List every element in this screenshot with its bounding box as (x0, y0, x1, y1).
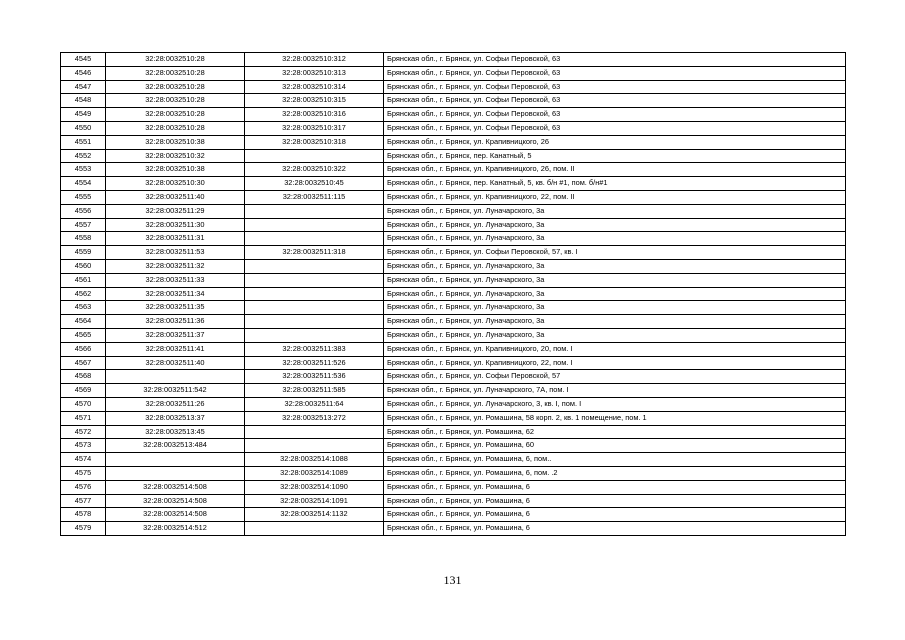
parent-cadastral-number-cell: 32:28:0032511:32 (106, 259, 245, 273)
table-row (61, 494, 846, 508)
parent-cadastral-number-cell: 32:28:0032510:28 (106, 121, 245, 135)
row-number-cell: 4549 (61, 108, 106, 122)
row-number-cell: 4571 (61, 411, 106, 425)
address-cell: Брянская обл., г. Брянск, ул. Луначарского, 3а (384, 204, 846, 218)
row-number-cell: 4551 (61, 135, 106, 149)
table-row (61, 80, 846, 94)
table-row (61, 204, 846, 218)
address-cell: Брянская обл., г. Брянск, пер. Канатный, 5 (384, 149, 846, 163)
address-cell: Брянская обл., г. Брянск, ул. Крапивницкого, 22, пом. I (384, 356, 846, 370)
row-number-cell: 4548 (61, 94, 106, 108)
table-row (61, 342, 846, 356)
row-number-cell: 4562 (61, 287, 106, 301)
address-cell: Брянская обл., г. Брянск, ул. Крапивницкого, 26 (384, 135, 846, 149)
cadastral-number-cell: 32:28:0032513:272 (245, 411, 384, 425)
address-cell: Брянская обл., г. Брянск, ул. Софьи Перовской, 63 (384, 80, 846, 94)
parent-cadastral-number-cell: 32:28:0032511:26 (106, 397, 245, 411)
row-number-cell: 4579 (61, 522, 106, 536)
row-number-cell: 4569 (61, 384, 106, 398)
table-row (61, 508, 846, 522)
cadastral-number-cell (245, 301, 384, 315)
row-number-cell: 4545 (61, 53, 106, 67)
cadastral-number-cell (245, 218, 384, 232)
address-cell: Брянская обл., г. Брянск, ул. Луначарского, 3а (384, 328, 846, 342)
table-row (61, 246, 846, 260)
parent-cadastral-number-cell: 32:28:0032514:508 (106, 508, 245, 522)
cadastral-number-cell: 32:28:0032510:317 (245, 121, 384, 135)
table-row (61, 425, 846, 439)
parent-cadastral-number-cell: 32:28:0032510:28 (106, 108, 245, 122)
row-number-cell: 4565 (61, 328, 106, 342)
cadastral-number-cell (245, 328, 384, 342)
registry-table-body (61, 53, 846, 536)
parent-cadastral-number-cell: 32:28:0032513:45 (106, 425, 245, 439)
address-cell: Брянская обл., г. Брянск, ул. Ромашина, 60 (384, 439, 846, 453)
cadastral-number-cell: 32:28:0032514:1132 (245, 508, 384, 522)
parent-cadastral-number-cell: 32:28:0032511:35 (106, 301, 245, 315)
address-cell: Брянская обл., г. Брянск, ул. Ромашина, 6, пом. .2 (384, 466, 846, 480)
cadastral-number-cell: 32:28:0032511:536 (245, 370, 384, 384)
table-row (61, 466, 846, 480)
cadastral-number-cell: 32:28:0032510:313 (245, 66, 384, 80)
row-number-cell: 4572 (61, 425, 106, 439)
parent-cadastral-number-cell: 32:28:0032511:53 (106, 246, 245, 260)
cadastral-number-cell: 32:28:0032511:526 (245, 356, 384, 370)
address-cell: Брянская обл., г. Брянск, ул. Софьи Перовской, 63 (384, 108, 846, 122)
parent-cadastral-number-cell: 32:28:0032510:32 (106, 149, 245, 163)
address-cell: Брянская обл., г. Брянск, ул. Луначарского, 3а (384, 287, 846, 301)
address-cell: Брянская обл., г. Брянск, ул. Софьи Перовской, 63 (384, 94, 846, 108)
row-number-cell: 4566 (61, 342, 106, 356)
address-cell: Брянская обл., г. Брянск, пер. Канатный, 5, кв. б/н #1, пом. б/н#1 (384, 177, 846, 191)
cadastral-number-cell: 32:28:0032514:1091 (245, 494, 384, 508)
parent-cadastral-number-cell: 32:28:0032510:30 (106, 177, 245, 191)
cadastral-number-cell: 32:28:0032511:318 (245, 246, 384, 260)
row-number-cell: 4556 (61, 204, 106, 218)
cadastral-number-cell: 32:28:0032514:1090 (245, 480, 384, 494)
row-number-cell: 4552 (61, 149, 106, 163)
address-cell: Брянская обл., г. Брянск, ул. Ромашина, 58 корп. 2, кв. 1 помещение, пом. 1 (384, 411, 846, 425)
cadastral-number-cell: 32:28:0032510:45 (245, 177, 384, 191)
row-number-cell: 4557 (61, 218, 106, 232)
parent-cadastral-number-cell: 32:28:0032511:33 (106, 273, 245, 287)
row-number-cell: 4567 (61, 356, 106, 370)
table-row (61, 356, 846, 370)
table-row (61, 218, 846, 232)
parent-cadastral-number-cell: 32:28:0032511:40 (106, 190, 245, 204)
table-row (61, 411, 846, 425)
table-row (61, 397, 846, 411)
parent-cadastral-number-cell: 32:28:0032513:37 (106, 411, 245, 425)
table-row (61, 273, 846, 287)
table-row (61, 66, 846, 80)
address-cell: Брянская обл., г. Брянск, ул. Крапивницкого, 20, пом. I (384, 342, 846, 356)
row-number-cell: 4554 (61, 177, 106, 191)
parent-cadastral-number-cell (106, 370, 245, 384)
address-cell: Брянская обл., г. Брянск, ул. Луначарского, 3а (384, 232, 846, 246)
cadastral-number-cell: 32:28:0032511:64 (245, 397, 384, 411)
row-number-cell: 4558 (61, 232, 106, 246)
table-row (61, 439, 846, 453)
address-cell: Брянская обл., г. Брянск, ул. Крапивницкого, 22, пом. II (384, 190, 846, 204)
address-cell: Брянская обл., г. Брянск, ул. Луначарского, 3а (384, 315, 846, 329)
address-cell: Брянская обл., г. Брянск, ул. Софьи Перовской, 63 (384, 53, 846, 67)
table-row (61, 149, 846, 163)
parent-cadastral-number-cell: 32:28:0032511:30 (106, 218, 245, 232)
address-cell: Брянская обл., г. Брянск, ул. Софьи Перовской, 63 (384, 66, 846, 80)
parent-cadastral-number-cell: 32:28:0032511:34 (106, 287, 245, 301)
address-cell: Брянская обл., г. Брянск, ул. Ромашина, 6 (384, 480, 846, 494)
table-row (61, 177, 846, 191)
address-cell: Брянская обл., г. Брянск, ул. Луначарского, 3, кв. I, пом. I (384, 397, 846, 411)
parent-cadastral-number-cell: 32:28:0032511:542 (106, 384, 245, 398)
cadastral-number-cell: 32:28:0032511:585 (245, 384, 384, 398)
cadastral-number-cell (245, 522, 384, 536)
row-number-cell: 4555 (61, 190, 106, 204)
parent-cadastral-number-cell: 32:28:0032514:508 (106, 494, 245, 508)
cadastral-number-cell (245, 425, 384, 439)
address-cell: Брянская обл., г. Брянск, ул. Ромашина, 6, пом.. (384, 453, 846, 467)
table-row (61, 163, 846, 177)
table-row (61, 522, 846, 536)
address-cell: Брянская обл., г. Брянск, ул. Луначарского, 3а (384, 218, 846, 232)
row-number-cell: 4560 (61, 259, 106, 273)
table-row (61, 480, 846, 494)
cadastral-number-cell: 32:28:0032511:115 (245, 190, 384, 204)
cadastral-number-cell (245, 273, 384, 287)
cadastral-number-cell: 32:28:0032510:314 (245, 80, 384, 94)
table-row (61, 384, 846, 398)
parent-cadastral-number-cell (106, 453, 245, 467)
row-number-cell: 4559 (61, 246, 106, 260)
table-row (61, 53, 846, 67)
table-row (61, 315, 846, 329)
row-number-cell: 4550 (61, 121, 106, 135)
parent-cadastral-number-cell: 32:28:0032510:38 (106, 163, 245, 177)
parent-cadastral-number-cell: 32:28:0032511:37 (106, 328, 245, 342)
table-row (61, 190, 846, 204)
parent-cadastral-number-cell: 32:28:0032510:28 (106, 94, 245, 108)
row-number-cell: 4561 (61, 273, 106, 287)
row-number-cell: 4577 (61, 494, 106, 508)
cadastral-number-cell (245, 287, 384, 301)
row-number-cell: 4564 (61, 315, 106, 329)
parent-cadastral-number-cell: 32:28:0032510:38 (106, 135, 245, 149)
row-number-cell: 4568 (61, 370, 106, 384)
row-number-cell: 4575 (61, 466, 106, 480)
address-cell: Брянская обл., г. Брянск, ул. Луначарского, 3а (384, 273, 846, 287)
row-number-cell: 4563 (61, 301, 106, 315)
address-cell: Брянская обл., г. Брянск, ул. Луначарского, 3а (384, 301, 846, 315)
table-row (61, 370, 846, 384)
page-number: 131 (443, 573, 462, 587)
parent-cadastral-number-cell: 32:28:0032514:512 (106, 522, 245, 536)
cadastral-number-cell (245, 149, 384, 163)
table-row (61, 135, 846, 149)
address-cell: Брянская обл., г. Брянск, ул. Софьи Перовской, 57, кв. I (384, 246, 846, 260)
table-row (61, 453, 846, 467)
parent-cadastral-number-cell: 32:28:0032511:36 (106, 315, 245, 329)
cadastral-number-cell: 32:28:0032510:315 (245, 94, 384, 108)
address-cell: Брянская обл., г. Брянск, ул. Луначарского, 7А, пом. I (384, 384, 846, 398)
cadastral-number-cell (245, 439, 384, 453)
cadastral-number-cell (245, 232, 384, 246)
table-row (61, 232, 846, 246)
address-cell: Брянская обл., г. Брянск, ул. Ромашина, 6 (384, 522, 846, 536)
cadastral-number-cell (245, 315, 384, 329)
table-row (61, 259, 846, 273)
cadastral-number-cell (245, 259, 384, 273)
row-number-cell: 4578 (61, 508, 106, 522)
table-row (61, 328, 846, 342)
parent-cadastral-number-cell: 32:28:0032510:28 (106, 66, 245, 80)
cadastral-number-cell: 32:28:0032514:1089 (245, 466, 384, 480)
cadastral-number-cell: 32:28:0032511:383 (245, 342, 384, 356)
row-number-cell: 4546 (61, 66, 106, 80)
address-cell: Брянская обл., г. Брянск, ул. Софьи Перовской, 63 (384, 121, 846, 135)
row-number-cell: 4553 (61, 163, 106, 177)
cadastral-number-cell: 32:28:0032514:1088 (245, 453, 384, 467)
row-number-cell: 4547 (61, 80, 106, 94)
parent-cadastral-number-cell: 32:28:0032511:29 (106, 204, 245, 218)
row-number-cell: 4570 (61, 397, 106, 411)
table-row (61, 301, 846, 315)
address-cell: Брянская обл., г. Брянск, ул. Ромашина, 6 (384, 494, 846, 508)
parent-cadastral-number-cell: 32:28:0032511:40 (106, 356, 245, 370)
table-row (61, 108, 846, 122)
address-cell: Брянская обл., г. Брянск, ул. Крапивницкого, 26, пом. II (384, 163, 846, 177)
cadastral-number-cell: 32:28:0032510:316 (245, 108, 384, 122)
cadastral-number-cell: 32:28:0032510:322 (245, 163, 384, 177)
table-row (61, 121, 846, 135)
cadastral-number-cell (245, 204, 384, 218)
cadastral-number-cell: 32:28:0032510:312 (245, 53, 384, 67)
table-row (61, 287, 846, 301)
parent-cadastral-number-cell: 32:28:0032511:31 (106, 232, 245, 246)
table-row (61, 94, 846, 108)
address-cell: Брянская обл., г. Брянск, ул. Ромашина, 62 (384, 425, 846, 439)
row-number-cell: 4574 (61, 453, 106, 467)
address-cell: Брянская обл., г. Брянск, ул. Софьи Перовской, 57 (384, 370, 846, 384)
parent-cadastral-number-cell: 32:28:0032511:41 (106, 342, 245, 356)
row-number-cell: 4576 (61, 480, 106, 494)
parent-cadastral-number-cell: 32:28:0032510:28 (106, 53, 245, 67)
parent-cadastral-number-cell (106, 466, 245, 480)
address-cell: Брянская обл., г. Брянск, ул. Луначарского, 3а (384, 259, 846, 273)
registry-table (60, 52, 846, 536)
parent-cadastral-number-cell: 32:28:0032510:28 (106, 80, 245, 94)
cadastral-number-cell: 32:28:0032510:318 (245, 135, 384, 149)
row-number-cell: 4573 (61, 439, 106, 453)
parent-cadastral-number-cell: 32:28:0032513:484 (106, 439, 245, 453)
address-cell: Брянская обл., г. Брянск, ул. Ромашина, 6 (384, 508, 846, 522)
parent-cadastral-number-cell: 32:28:0032514:508 (106, 480, 245, 494)
